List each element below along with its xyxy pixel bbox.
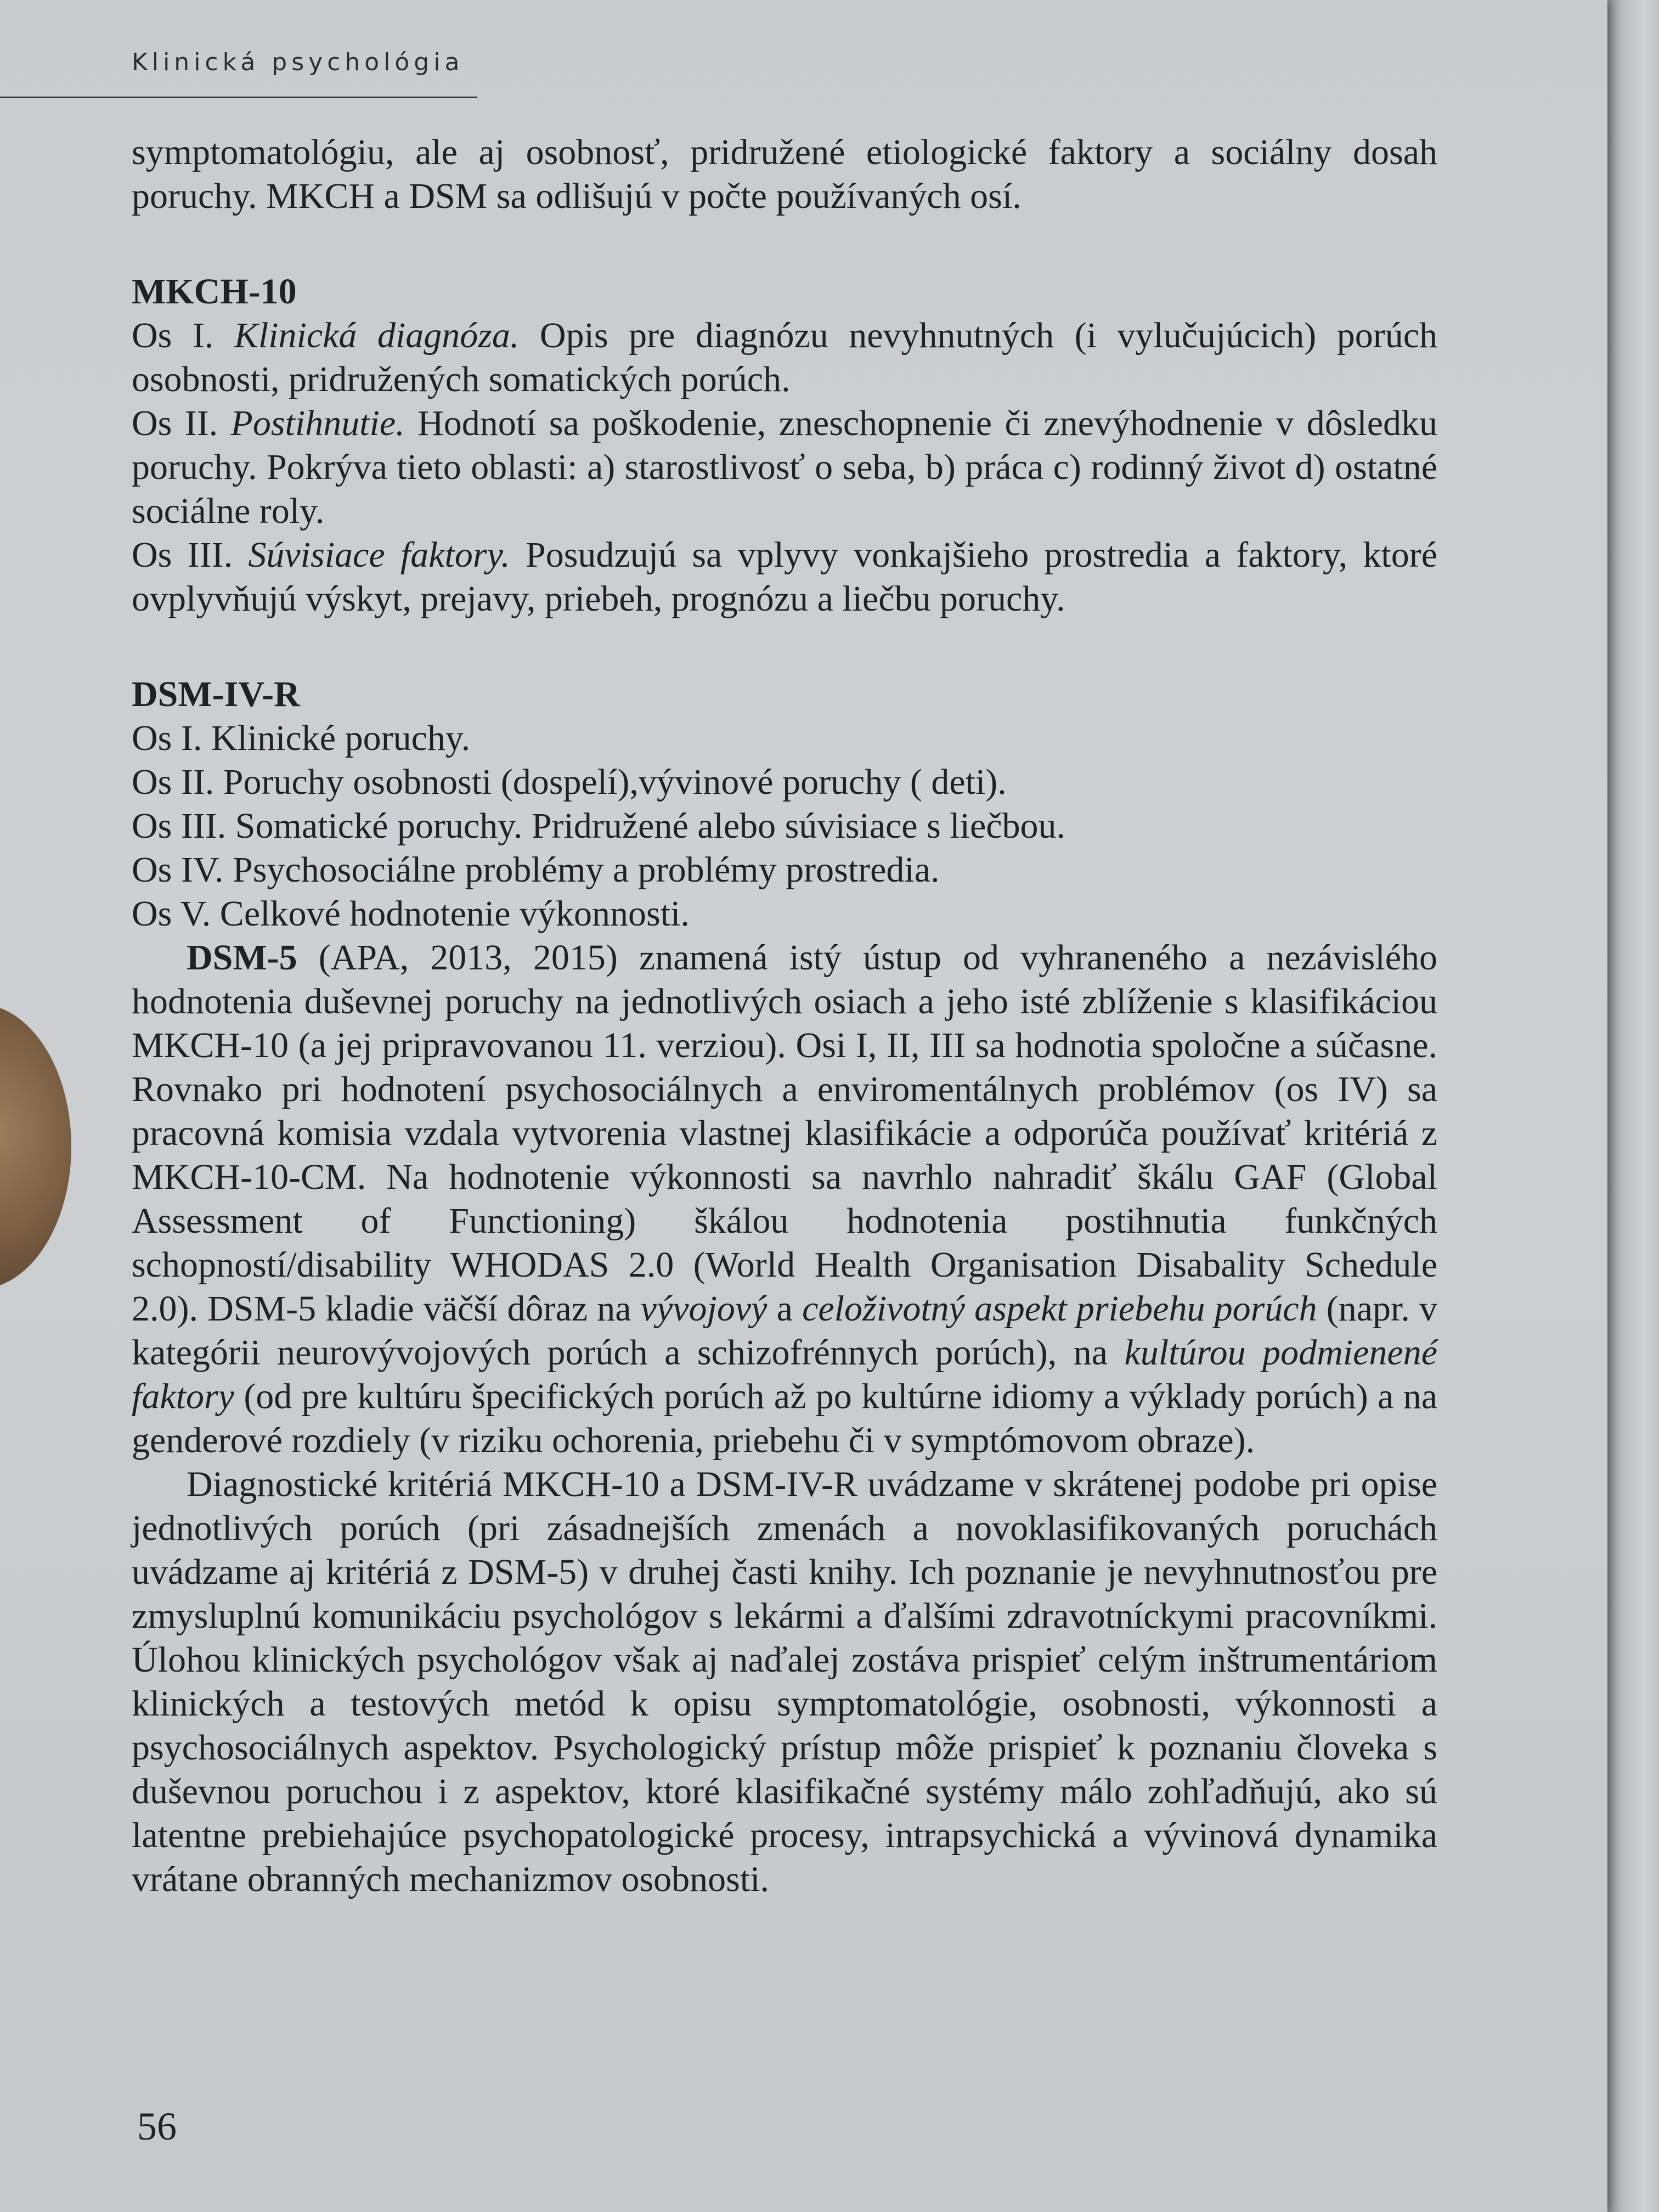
page-number: 56 (137, 2104, 177, 2148)
dsm5-text: (APA, 2013, 2015) znamená istý ústup od vyhraneného a nezávislého hodnotenia duševnej poruchy na jednotlivých osiach a jeho isté zblíženie s klasifikáciou MKCH-10 (a jej pripravovanou 11. verziou). Osi I, II, III sa hodnotia spoločne a súčasne. Rovnako pri hodnotení psychosociálnych a enviromentálnych problémov (os IV) sa pracovná komisia vzdala vytvorenia vlastnej klasifikácie a odporúča používať kritériá z MKCH-10-CM. Na hodnotenie výkonnosti sa navrhlo nahradiť škálu GAF (Global Assessment of Functioning) škálou hodnotenia postihnutia funkčných schopností/disability WHODAS 2.0 (World Health Organisation Disabality Schedule 2.0). DSM-5 kladie väčší dôraz na (132, 938, 1437, 1329)
axis-label: Os II. (132, 403, 218, 443)
mkch-axis-3 (132, 533, 1437, 621)
axis-term: Klinická diagnóza. (234, 315, 520, 356)
mkch-section (132, 270, 1437, 621)
axis-term: Postihnutie. (230, 403, 405, 443)
dsm4-heading: DSM-IV-R (132, 674, 300, 714)
dsm5-lead: DSM-5 (187, 938, 297, 978)
dsm5-emphasis: celoživotný aspekt priebehu porúch (802, 1289, 1317, 1329)
axis-label: Os III. (132, 535, 233, 575)
dsm5-emphasis: kultúrou podmienené faktory (132, 1333, 1437, 1417)
dsm4-axis-5: Os V. Celkové hodnotenie výkonnosti. (132, 894, 690, 934)
closing-paragraph: Diagnostické kritériá MKCH-10 a DSM-IV-R uvádzame v skrátenej podobe pri opise jednotlivých porúch (pri zásadnejších zmenách a novoklasifikovaných poruchách uvádzame aj kritériá z DSM-5) v druhej časti knihy. Ich poznanie je nevyhnutnosťou pre zmysluplnú komunikáciu psychológov s lekármi a ďalšími zdravotníckymi pracovníkmi. Úlohou klinických psychológov však aj naďalej zostáva prispieť celým inštrumentáriom klinických a testových metód k opisu symptomatológie, osobnosti, výkonnosti a psychosociálnych aspektov. Psychologický prístup môže prispieť k poznaniu človeka s duševnou poruchou i z aspektov, ktoré klasifikačné systémy málo zohľadňujú, ako sú latentne prebiehajúce psychopatologické procesy, intrapsychická a vývinová dynamika vrátane obranných mechanizmov osobnosti. (132, 1464, 1437, 1899)
mkch-axis-1 (132, 314, 1437, 402)
axis-term: Súvisiace faktory. (248, 535, 510, 575)
dsm5-text: (od pre kultúru špecifických porúch až po kultúrne idiomy a výklady porúch) a na genderové rozdiely (v riziku ochorenia, priebehu či v symptómovom obraze). (132, 1376, 1437, 1460)
dsm5-text: a (767, 1289, 803, 1329)
mkch-heading: MKCH-10 (132, 272, 297, 312)
axis-text: Hodnotí sa poškodenie, zneschopnenie či znevýhodnenie v dôsledku poruchy. Pokrýva tieto oblasti: a) starostlivosť o seba, b) práca c) rodinný život d) ostatné sociálne roly. (132, 403, 1438, 531)
running-header: Klinická psychológia (132, 48, 464, 76)
page-body (132, 131, 1437, 1901)
axis-label: Os I. (132, 315, 214, 356)
axis-text: Opis pre diagnózu nevyhnutných (i vylučujúcich) porúch osobnosti, pridružených somatických porúch. (132, 315, 1438, 399)
header-rule (0, 97, 477, 98)
dsm4-axis-2: Os II. Poruchy osobnosti (dospelí),vývinové poruchy ( deti). (132, 762, 1007, 802)
dsm5-text: (napr. v kategórii neurovývojových porúch a schizofrénnych porúch), na (132, 1289, 1438, 1373)
dsm4-axis-3: Os III. Somatické poruchy. Pridružené alebo súvisiace s liečbou. (132, 806, 1066, 846)
dsm4-section (132, 673, 1437, 936)
dsm5-emphasis: vývojový (640, 1289, 768, 1329)
axis-text: Posudzujú sa vplyvy vonkajšieho prostredia a faktory, ktoré ovplyvňujú výskyt, prejavy, priebeh, prognózu a liečbu poruchy. (132, 535, 1437, 619)
dsm4-axis-4: Os IV. Psychosociálne problémy a problémy prostredia. (132, 850, 940, 890)
next-page-edge (1607, 0, 1659, 2212)
dsm5-paragraph (132, 936, 1437, 1463)
mkch-axis-2 (132, 402, 1437, 533)
intro-paragraph: symptomatológiu, ale aj osobnosť, pridružené etiologické faktory a sociálny dosah poruchy. MKCH a DSM sa odlišujú v počte používaných osí. (132, 132, 1437, 216)
dsm4-axis-1: Os I. Klinické poruchy. (132, 718, 471, 758)
